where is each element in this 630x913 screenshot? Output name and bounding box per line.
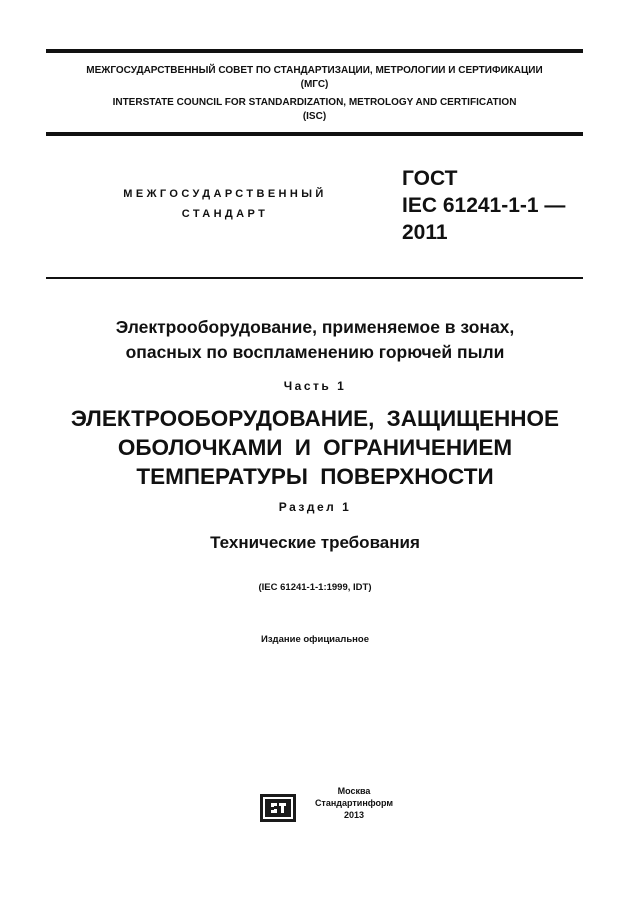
section-label: Раздел 1 <box>278 500 352 514</box>
designation-line-2: IEC 61241-1-1 — <box>402 194 566 217</box>
edition-note: Издание официальное <box>261 634 369 645</box>
document-title <box>0 315 630 365</box>
publisher-city: Москва <box>337 786 371 796</box>
standard-kind-line-1: МЕЖГОСУДАРСТВЕННЫЙ <box>123 188 327 200</box>
designation-line-3: 2011 <box>402 221 448 244</box>
standartinform-logo-icon <box>260 794 296 822</box>
document-title-line-1: Электрооборудование, применяемое в зонах, <box>115 317 515 337</box>
document-title-line-2: опасных по воспламенению горючей пыли <box>125 342 505 362</box>
standard-kind <box>60 184 390 224</box>
council-name-en <box>46 96 583 124</box>
standard-designation <box>402 165 565 246</box>
identical-standard-reference: (IEC 61241-1-1:1999, IDT) <box>258 582 372 593</box>
part-title-line-1: ЭЛЕКТРООБОРУДОВАНИЕ, ЗАЩИЩЕННОЕ <box>70 406 560 431</box>
part-label: Часть 1 <box>283 379 347 393</box>
publisher-imprint <box>304 785 404 821</box>
top-rule <box>46 49 583 53</box>
council-en-abbreviation: (ISC) <box>302 111 327 122</box>
publication-year: 2013 <box>343 810 365 820</box>
council-en-line-1: INTERSTATE COUNCIL FOR STANDARDIZATION, METROLOGY AND CERTIFICATION <box>112 97 517 108</box>
part-title <box>0 404 630 491</box>
council-name-ru <box>46 64 583 92</box>
designation-rule <box>46 277 583 279</box>
section-title: Технические требования <box>210 533 420 552</box>
council-ru-line-1: МЕЖГОСУДАРСТВЕННЫЙ СОВЕТ ПО СТАНДАРТИЗАЦИИ, МЕТРОЛОГИИ И СЕРТИФИКАЦИИ <box>86 65 543 76</box>
designation-line-1: ГОСТ <box>402 167 458 190</box>
part-title-line-2: ОБОЛОЧКАМИ И ОГРАНИЧЕНИЕМ <box>117 435 513 460</box>
standard-kind-line-2: СТАНДАРТ <box>181 208 269 220</box>
council-ru-abbreviation: (МГС) <box>300 79 329 90</box>
header-rule <box>46 132 583 136</box>
publisher-name: Стандартинформ <box>314 798 394 808</box>
part-title-line-3: ТЕМПЕРАТУРЫ ПОВЕРХНОСТИ <box>136 464 494 489</box>
